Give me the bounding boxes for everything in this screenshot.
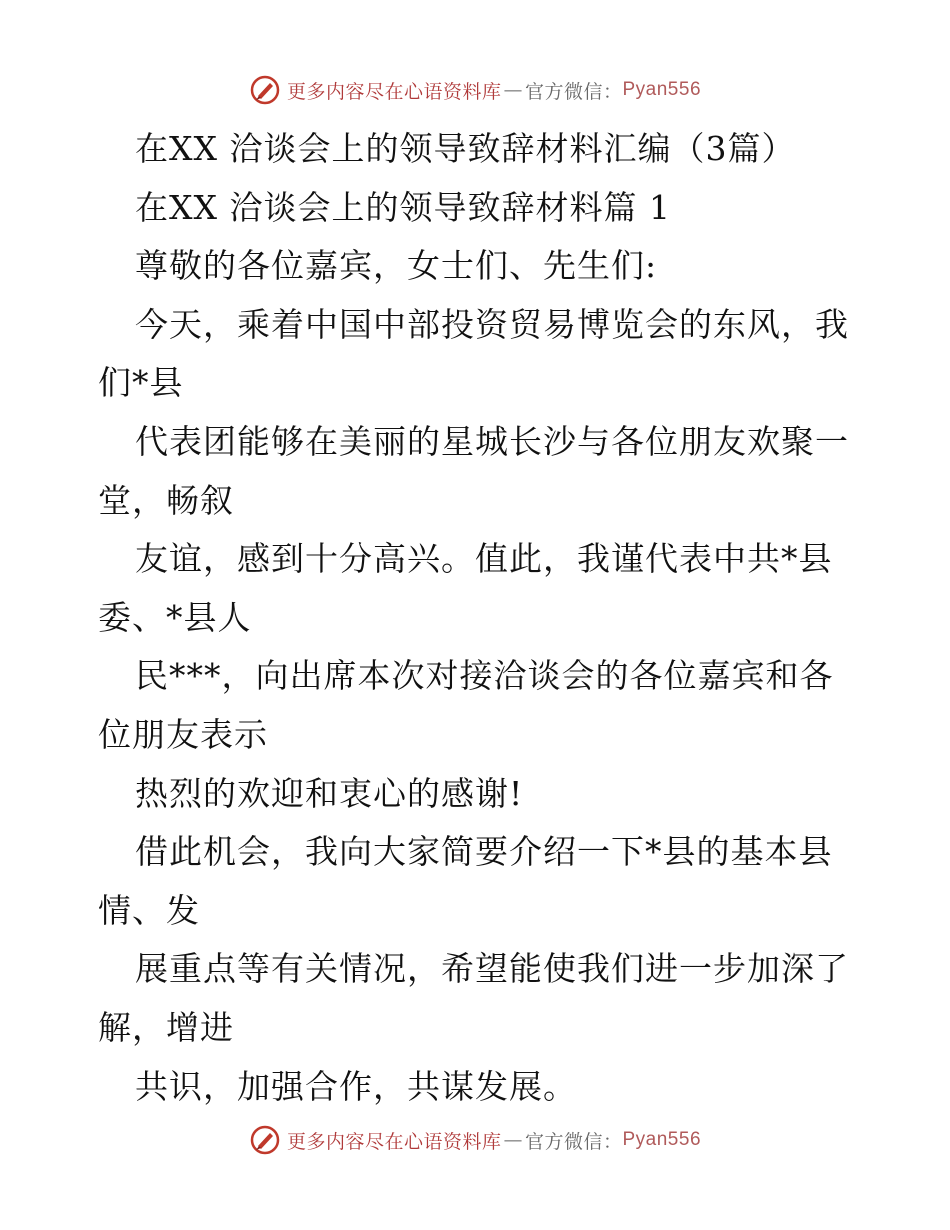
body-line: 们*县: [98, 363, 184, 403]
footer-watermark: [0, 1120, 950, 1160]
pen-logo-icon: [249, 74, 281, 106]
document-title: 在XX 洽谈会上的领导致辞材料汇编（3篇）: [135, 129, 796, 168]
body-line: 展重点等有关情况，希望能使我们进一步加深了: [135, 949, 849, 989]
body-line: 情、发: [98, 890, 200, 930]
section-heading: 在XX 洽谈会上的领导致辞材料篇 1: [135, 187, 671, 227]
body-line: 堂，畅叙: [98, 480, 234, 520]
body-line: 位朋友表示: [98, 714, 268, 754]
body-line: 友谊，感到十分高兴。值此，我谨代表中共*县: [135, 539, 833, 579]
document-body: [0, 120, 950, 1116]
watermark-wechat-id: Pyan556: [622, 1129, 702, 1150]
body-line: 民***，向出席本次对接洽谈会的各位嘉宾和各: [135, 656, 834, 696]
body-line: 今天，乘着中国中部投资贸易博览会的东风，我: [135, 304, 849, 344]
salutation: 尊敬的各位嘉宾，女士们、先生们:: [135, 246, 658, 286]
watermark-wechat-id: Pyan556: [622, 79, 702, 100]
watermark-dash: —: [503, 1129, 523, 1151]
watermark-official-label: 官方微信：: [524, 80, 623, 103]
body-line: 解，增进: [98, 1007, 234, 1047]
header-watermark: [0, 70, 950, 110]
watermark-official-label: 官方微信：: [524, 1130, 623, 1153]
pen-logo-icon: [249, 1124, 281, 1156]
watermark-brand: 更多内容尽在心语资料库: [286, 80, 502, 103]
body-line: 借此机会，我向大家简要介绍一下*县的基本县: [135, 832, 833, 872]
watermark-dash: —: [503, 79, 523, 101]
body-line: 委、*县人: [98, 597, 252, 637]
body-line: 代表团能够在美丽的星城长沙与各位朋友欢聚一: [135, 421, 849, 461]
body-line: 热烈的欢迎和衷心的感谢!: [135, 773, 524, 813]
body-line: 共识，加强合作，共谋发展。: [135, 1066, 577, 1106]
watermark-brand: 更多内容尽在心语资料库: [286, 1130, 502, 1153]
